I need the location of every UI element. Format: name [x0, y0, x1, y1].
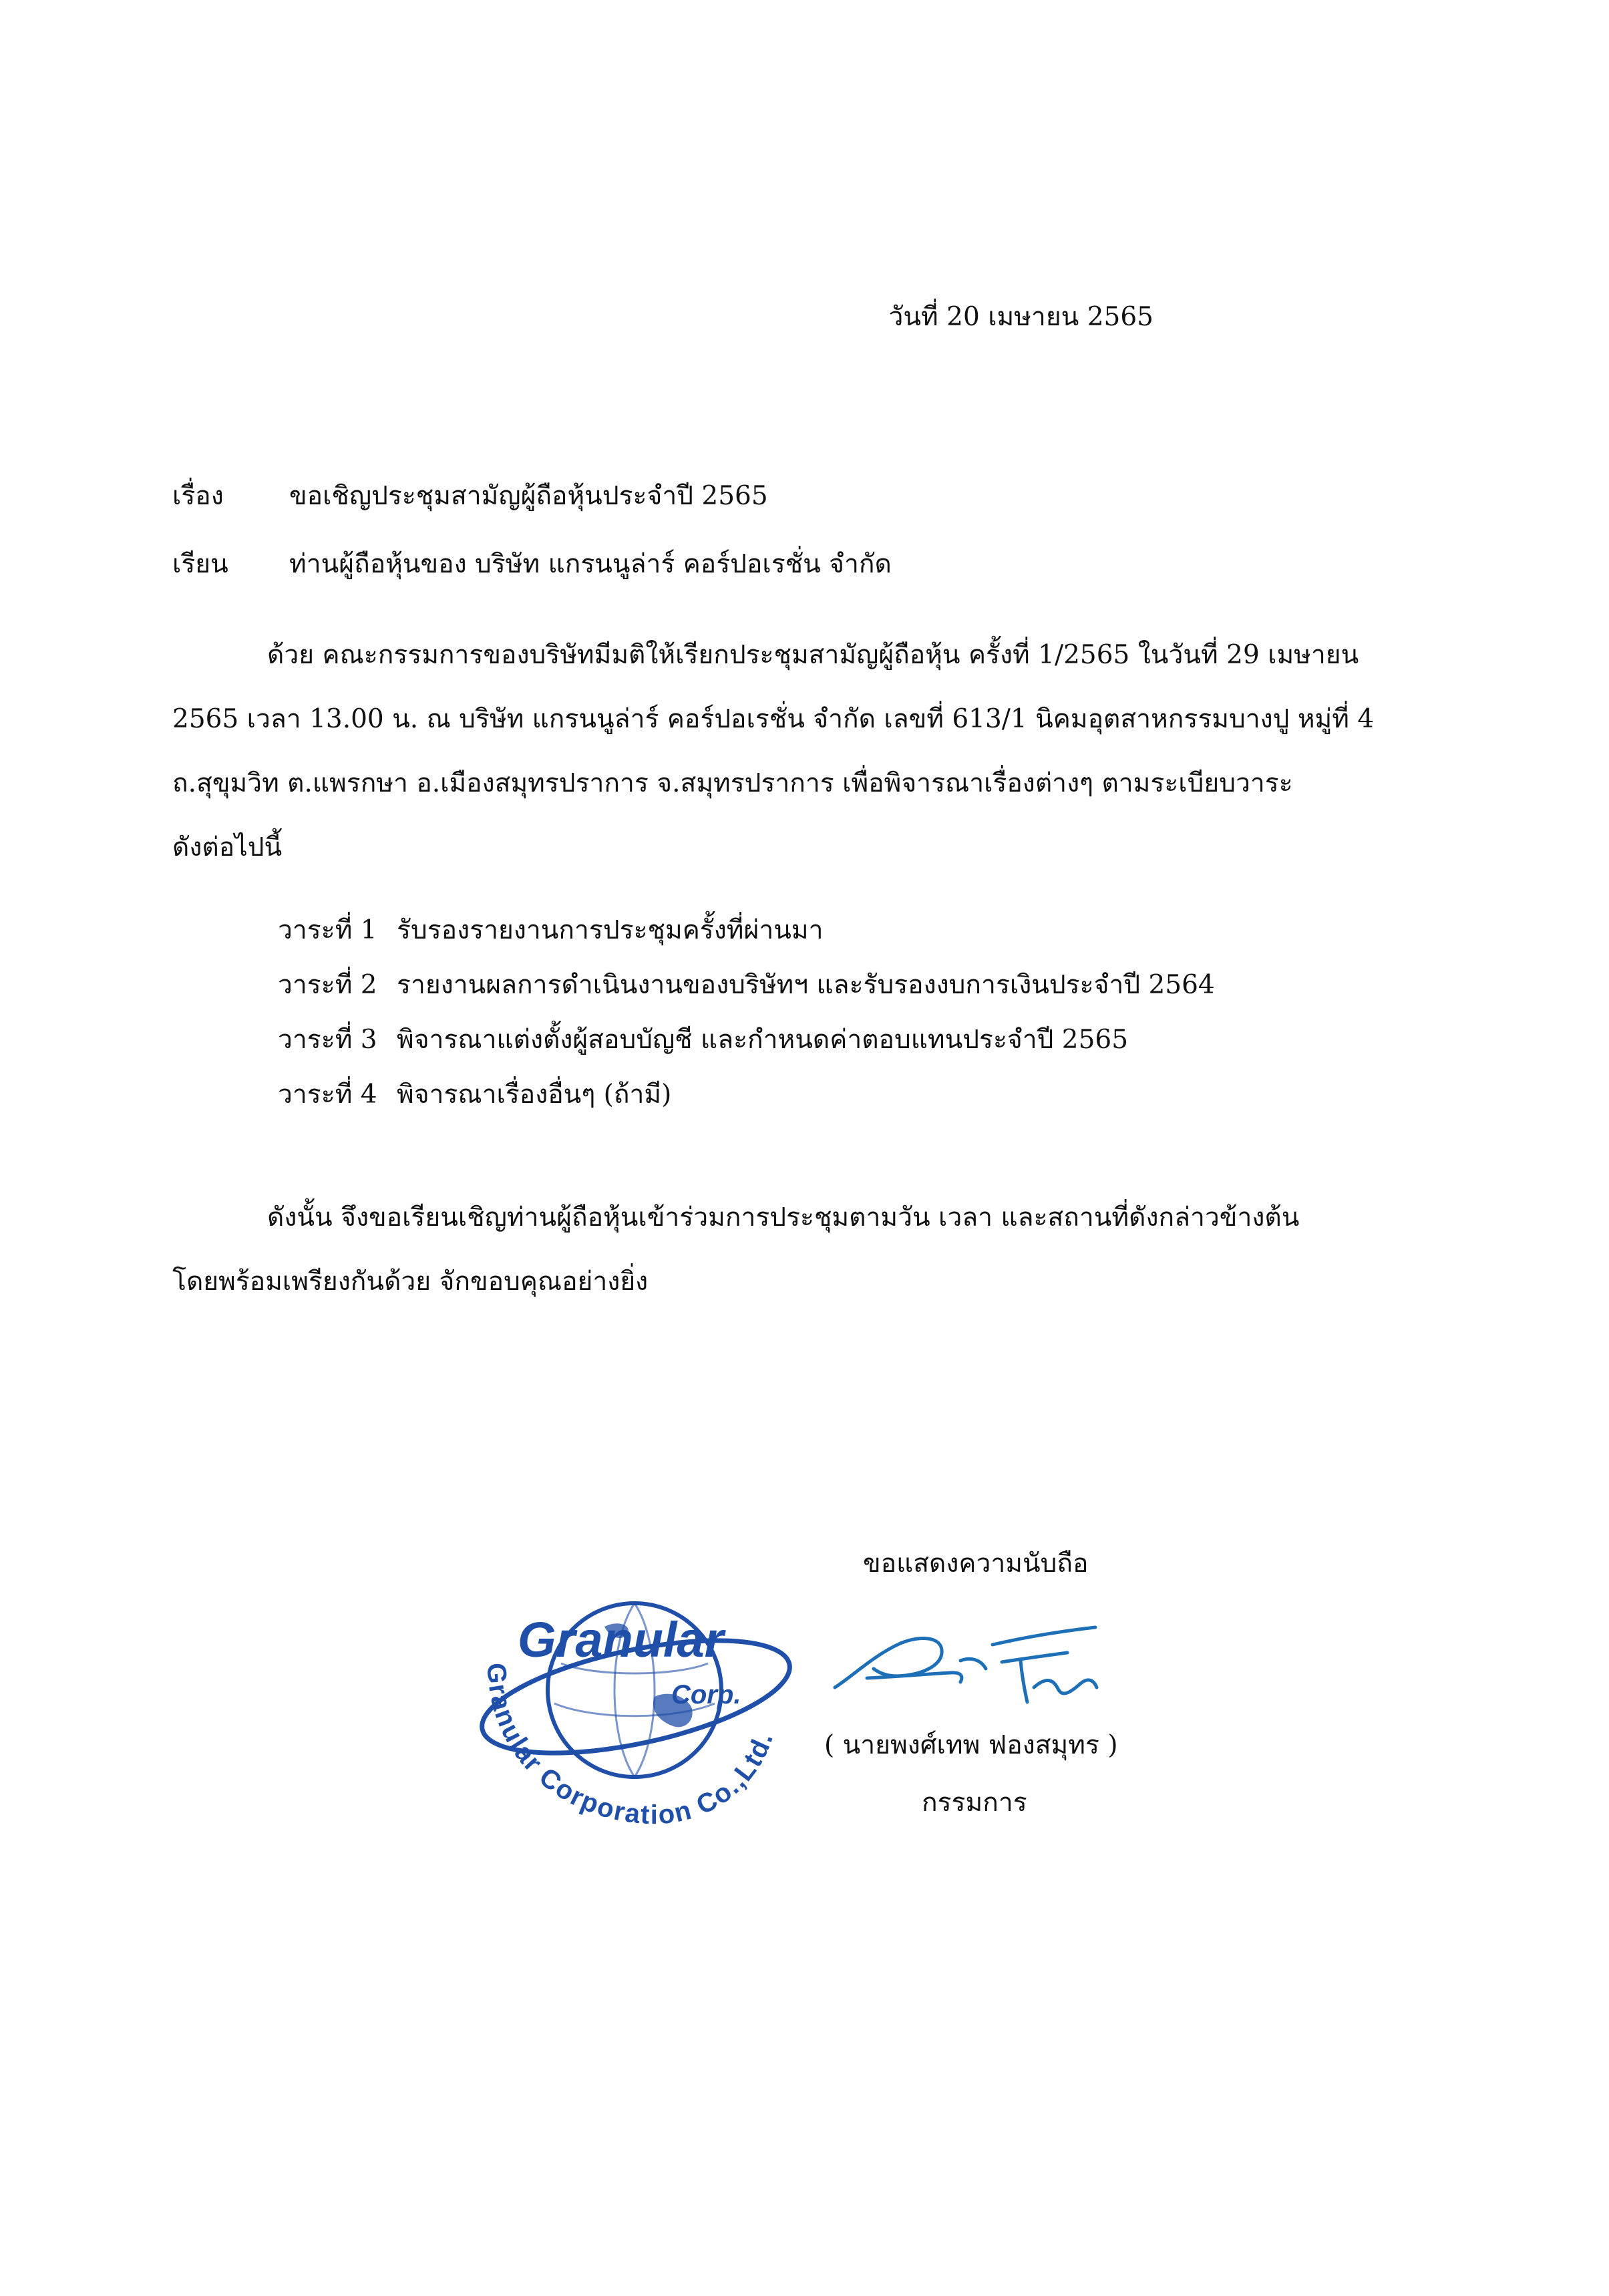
signer-name: ( นายพงศ์เทพ ฟองสมุทร ): [824, 1730, 1118, 1760]
intro-line: ดังต่อไปนี้: [172, 832, 283, 862]
agenda-item: [278, 1080, 671, 1111]
stamp-corp: Corp.: [671, 1680, 741, 1709]
recipient-text: ท่านผู้ถือหุ้นของ บริษัท แกรนนูล่าร์ คอร์ปอเรชั่น จำกัด: [289, 549, 892, 579]
agenda-text: รับรองรายงานการประชุมครั้งที่ผ่านมา: [397, 915, 824, 945]
agenda-text: รายงานผลการดำเนินงานของบริษัทฯ และรับรองงบการเงินประจำปี 2564: [397, 970, 1215, 1000]
intro-line: ด้วย คณะกรรมการของบริษัทมีมติให้เรียกประชุมสามัญผู้ถือหุ้น ครั้งที่ 1/2565 ในวันที่ 29 เมษายน: [267, 640, 1359, 670]
agenda-number: วาระที่ 3: [278, 1025, 377, 1055]
agenda-item: [278, 915, 824, 947]
recipient-label: เรียน: [172, 549, 228, 579]
intro-paragraph: [172, 640, 1449, 862]
stamp-ring-text: Granular Corporation Co.,Ltd.: [481, 1662, 779, 1830]
company-stamp-logo: [461, 1563, 808, 1837]
subject-text: ขอเชิญประชุมสามัญผู้ถือหุ้นประจำปี 2565: [289, 481, 768, 511]
intro-line: 2565 เวลา 13.00 น. ณ บริษัท แกรนนูล่าร์ คอร์ปอเรชั่น จำกัด เลขที่ 613/1 นิคมอุตสาหกรรมบางปู หมู่ที่ 4: [172, 704, 1375, 734]
agenda-item: [278, 970, 1215, 1001]
handwritten-signature: [827, 1609, 1101, 1709]
subject-row: [172, 481, 768, 512]
closing-line: โดยพร้อมเพรียงกันด้วย จักขอบคุณอย่างยิ่ง: [172, 1267, 649, 1297]
recipient-row: [172, 549, 892, 581]
agenda-text: พิจารณาเรื่องอื่นๆ (ถ้ามี): [397, 1080, 672, 1110]
agenda-number: วาระที่ 4: [278, 1080, 377, 1110]
closing-paragraph: [172, 1202, 1449, 1296]
agenda-number: วาระที่ 2: [278, 970, 377, 1000]
closing-line: ดังนั้น จึงขอเรียนเชิญท่านผู้ถือหุ้นเข้าร่วมการประชุมตามวัน เวลา และสถานที่ดังกล่าวข้างต้น: [267, 1202, 1300, 1233]
agenda-number: วาระที่ 1: [278, 915, 377, 945]
intro-line: ถ.สุขุมวิท ต.แพรกษา อ.เมืองสมุทรปราการ จ.สมุทรปราการ เพื่อพิจารณาเรื่องต่างๆ ตามระเบียบวาระ: [172, 768, 1293, 798]
signer-title: กรรมการ: [922, 1788, 1027, 1818]
letter-date: วันที่ 20 เมษายน 2565: [888, 302, 1153, 332]
agenda-text: พิจารณาแต่งตั้งผู้สอบบัญชี และกำหนดค่าตอบแทนประจำปี 2565: [397, 1025, 1129, 1055]
regards-text: ขอแสดงความนับถือ: [863, 1548, 1089, 1579]
agenda-item: [278, 1025, 1128, 1056]
stamp-brand: Granular: [518, 1612, 724, 1667]
subject-label: เรื่อง: [172, 481, 224, 511]
